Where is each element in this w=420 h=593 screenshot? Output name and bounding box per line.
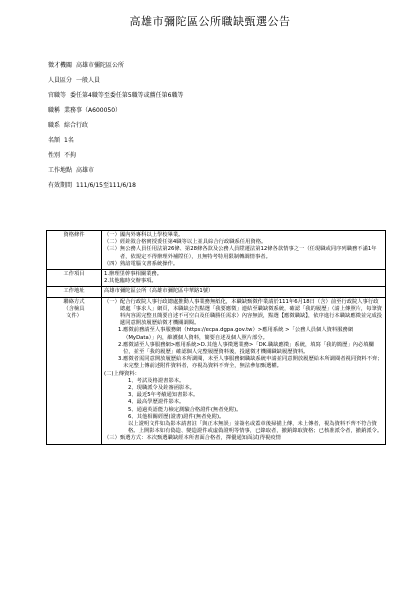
field-value: 綜合行政 [64, 122, 89, 129]
field-job-series [48, 118, 183, 133]
field-key: 性別 [48, 152, 61, 159]
field-key: 職稱 [48, 107, 61, 114]
job-info-fields [48, 58, 183, 193]
field-key: 人員區分 [48, 77, 73, 84]
list-item: 2.其他臨時交辦事項。 [104, 278, 157, 285]
field-grade [48, 88, 183, 103]
address-content: 高雄市彌陀區公所（高雄市彌陀區中華路1號） [102, 287, 386, 297]
list-item: 1.辦理里幹事相關業務。 [104, 271, 163, 278]
field-value: 業務事（A600050） [64, 107, 122, 114]
table-row-address [47, 287, 386, 297]
field-key: 官職等 [48, 92, 67, 99]
list-item: 1、考試及格證書影本。 [128, 377, 185, 384]
field-quota [48, 133, 183, 148]
field-key: 名額 [48, 137, 61, 144]
contact-part-1: （一） 配合行政院人事行政總處推動人事業務無紙化，本職缺甄徵作業請於111年6月18日（含）前至行政院人事行政總處「事求人」網頁，本職缺公告點選「我要應徵」連結至職缺徵系統，確認「我的履歷」（請上傳照片，每筆資料內容需完整且簡要自述不可空白及任職勝任需求）內容無誤，點選【應徵職缺】，依序進行本職缺應徵並完成投遞同意開放履歷給徵才機關調閱。 [104, 298, 383, 327]
list-item: 5、通過英語能力檢定測驗合格證件(無者免附)。 [128, 406, 242, 413]
field-value: 1名 [64, 137, 74, 144]
row-label: 聯絡方式 （含檢具 文件） [47, 297, 102, 444]
list-item: （二） 經銓敘合格實授委任第4職等以上並具綜合行政職系任用資格。 [104, 239, 267, 246]
field-value: 委任第4職等至委任第5職等或薦任第6職等 [70, 92, 184, 99]
list-item: （一） 國內外專科以上學校畢業。 [104, 232, 184, 238]
list-item: 1. 應徵前務請至人事服務網（https://ecpa.dgpa.gov.tw）>應用系統 >「公務人員個人資料服務網（MyData）」內，維護個人資料，簡要自述及個人照片部分。 [118, 327, 354, 341]
field-key: 徵才機關 [48, 62, 73, 69]
list-item: 3、最近5年考績通知書影本。 [128, 392, 199, 399]
list-item: 4、最高學歷證件影本。 [128, 399, 185, 406]
field-gender [48, 148, 183, 163]
field-location [48, 163, 183, 178]
list-item: 2. 應徵請至人事服務網>應用系統>D.其他人事徵選業務>「DK.職缺應徵」系統，填寫「我的簡歷」內必填欄位，並至「我的履歷」確認個人完整履歷資料後，投遞徵才機關職缺履歷資料。 [118, 341, 374, 356]
table-row-work [47, 270, 386, 287]
contact-content [102, 297, 386, 444]
field-value: 高雄市彌陀區公所 [76, 62, 125, 69]
field-value: 111/6/15至111/6/18 [76, 182, 136, 189]
contact-part-3: （三） 甄選方式：本次甄選職缺經本所書面合格者，擇優通知面試(得視疫情 [104, 435, 281, 442]
list-item: 3. 應徵者需同意開放履歷給本所調閱，未至人事服務網職缺系統申請並同意開放履歷給本所調閱者視同資料不齊；未完整上傳前述附件資料者，亦視為資料不齊全，無法參加甄選權。 [118, 356, 383, 370]
list-item: （四） 熟諳電腦文書系統操作。 [104, 260, 179, 267]
row-label: 工作項目 [47, 270, 102, 287]
row-label: 資格條件 [47, 231, 102, 270]
table-row-qualification [47, 231, 386, 270]
field-value: 不拘 [64, 152, 77, 159]
work-content [102, 270, 386, 287]
qualification-content [102, 231, 386, 270]
field-value: 一般人員 [76, 77, 101, 84]
page-title: 高雄市彌陀區公所職缺甄選公告 [129, 15, 291, 28]
field-key: 有效期間 [48, 182, 73, 189]
upload-note: 以上證明文件如為影本請書註「與正本無誤」並簽名或蓋章後掃描上傳，未上傳者，視為資料不齊不符合資格。上開影本如有偽造、變造證件或虛偽證明等情事，已錄取者，撤銷錄取資格；已核准派令者，撤銷派令。 [128, 421, 383, 435]
field-job-title [48, 103, 183, 118]
list-item: （三） 無公務人員任用法第26條、第28條各款及公務人員陞遷法第12條各款情事之一（任現職或同序列職務不滿1年者，依規定不得辦理外補陞任），且無特考特用限制轉調情事者。 [104, 246, 377, 260]
list-item: 6、其他相關經歷(證書)證件(無者免附)。 [128, 413, 225, 420]
table-row-contact [47, 297, 386, 444]
list-item: 2、現職派令及銓審函影本。 [128, 385, 195, 392]
field-valid-period [48, 178, 183, 193]
field-agency [48, 58, 183, 73]
contact-part-2: (二) 上傳資料： [104, 370, 140, 377]
row-label: 工作地址 [47, 287, 102, 297]
field-value: 高雄市 [76, 167, 95, 174]
job-detail-table [46, 230, 386, 445]
field-personnel-type [48, 73, 183, 88]
field-key: 工作地點 [48, 167, 73, 174]
field-key: 職系 [48, 122, 61, 129]
